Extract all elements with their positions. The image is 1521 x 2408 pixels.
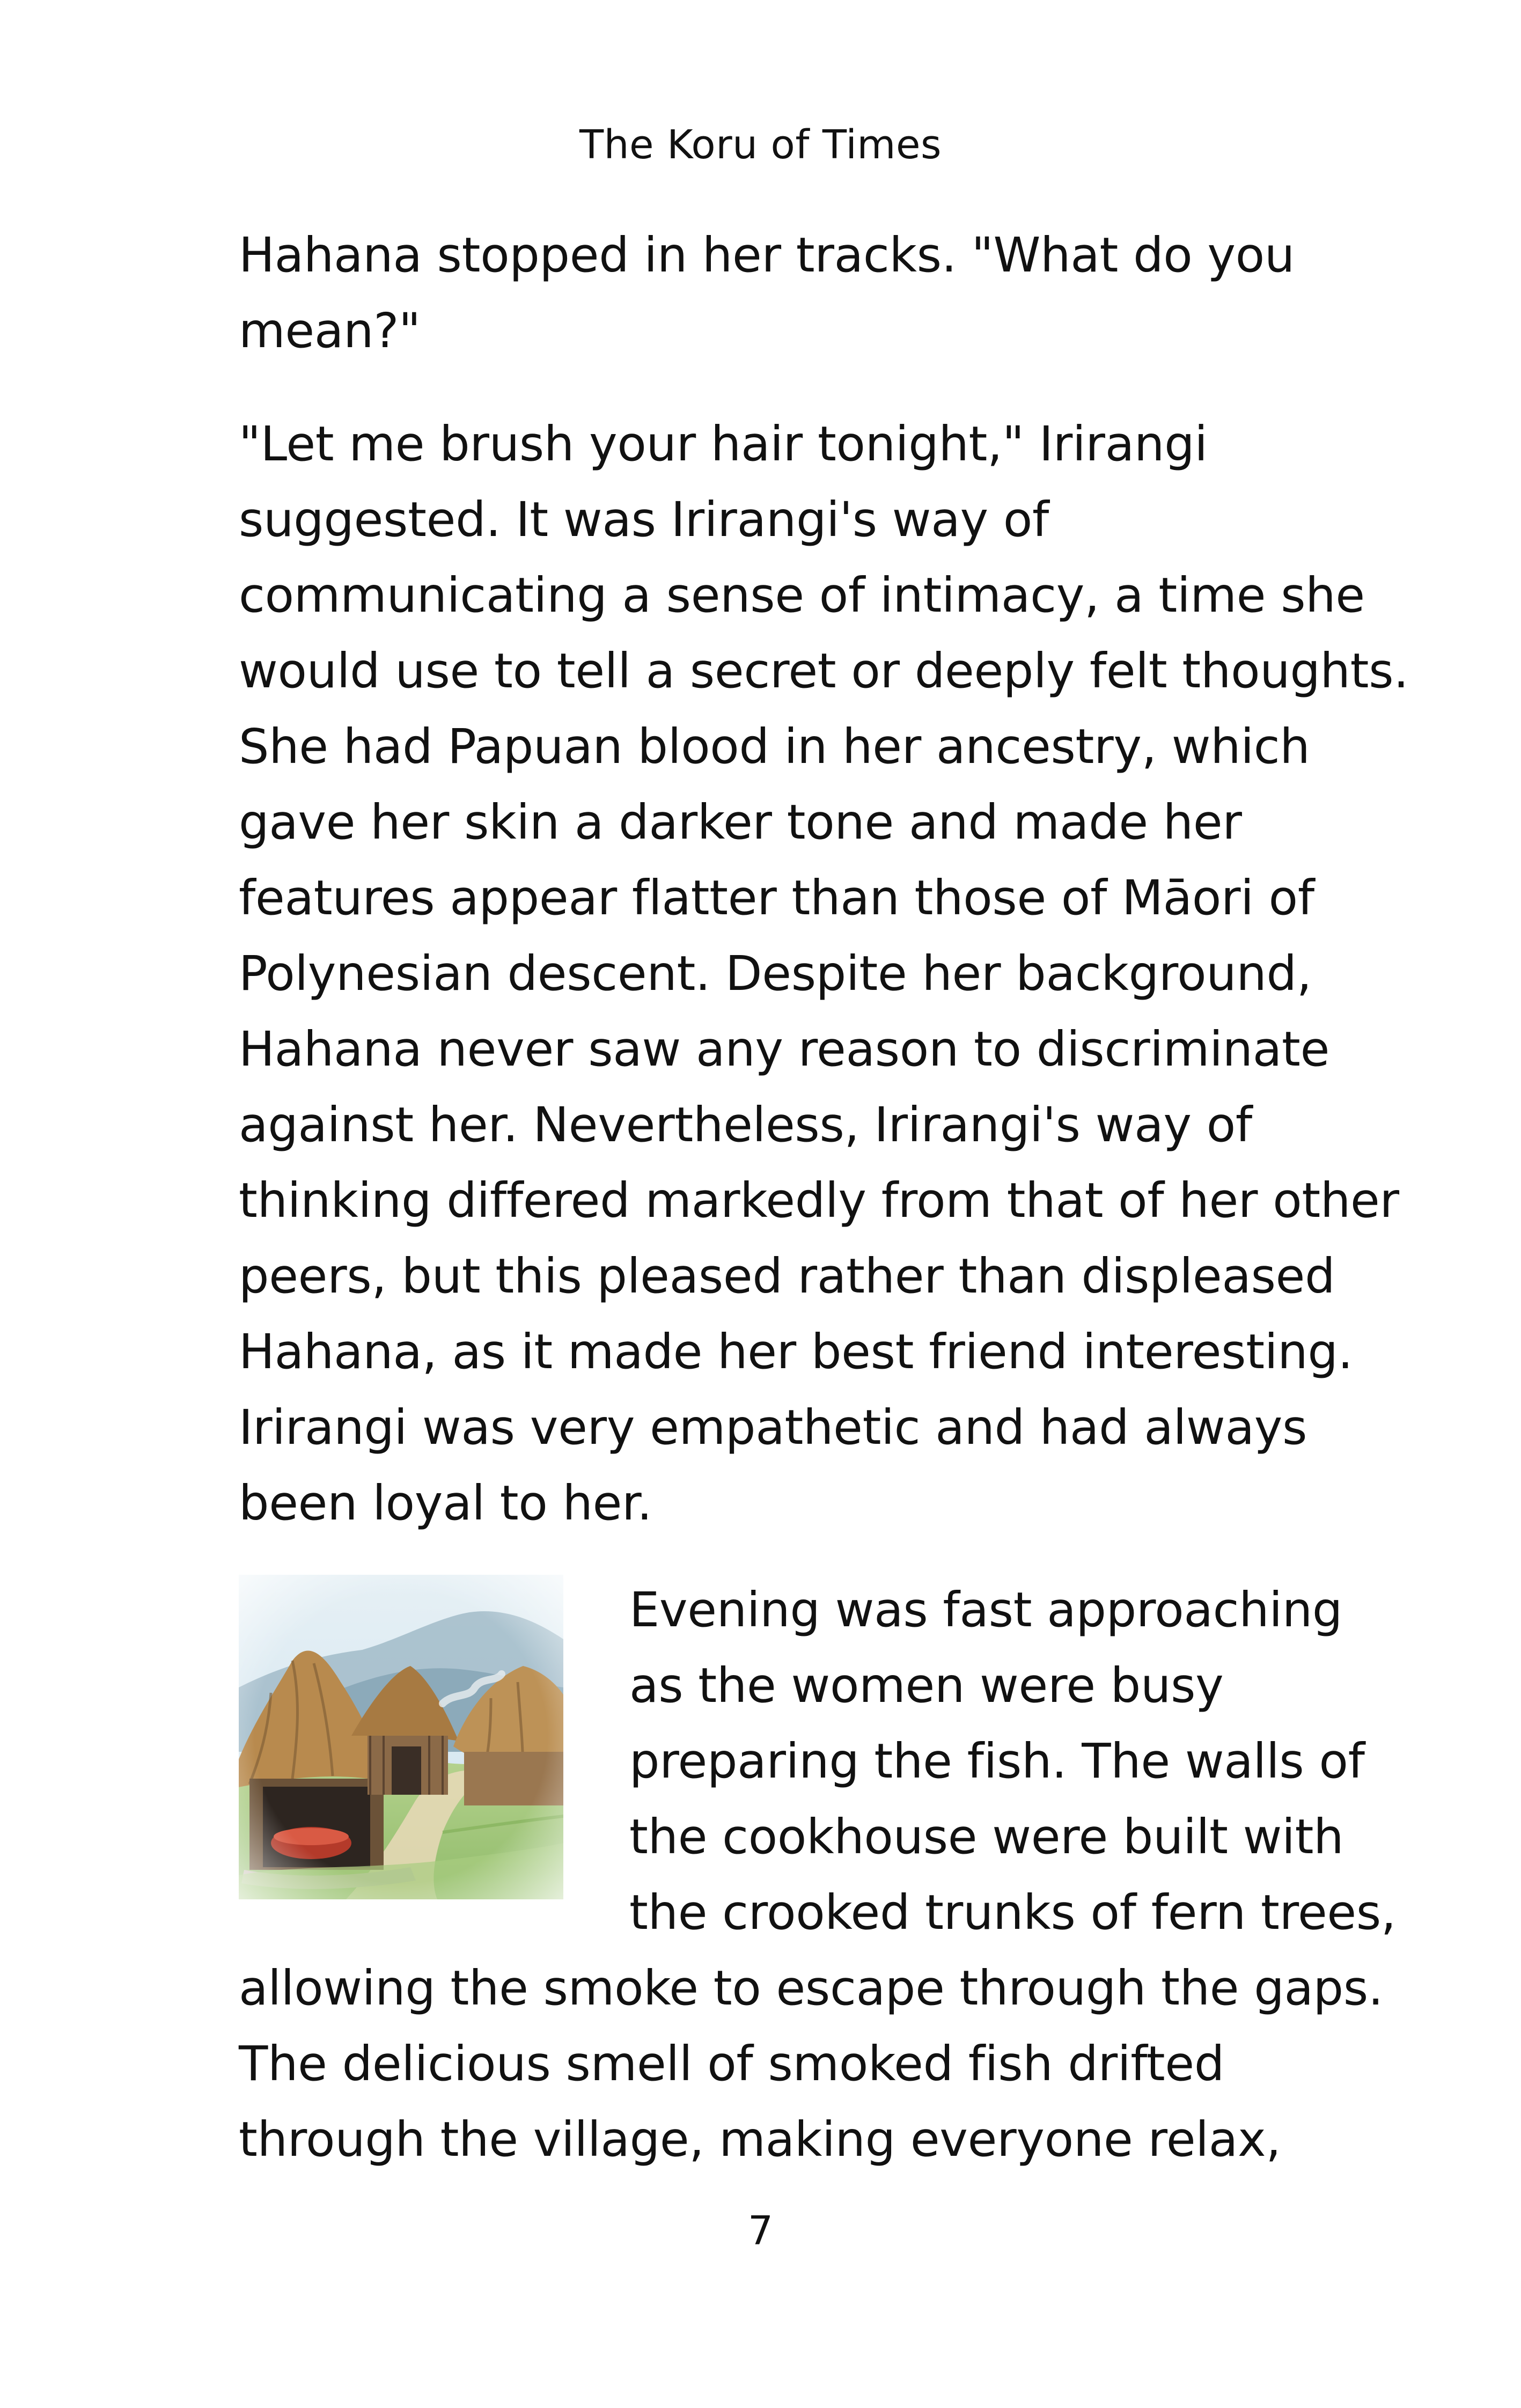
paragraph-3-continued bbox=[239, 1950, 1383, 2177]
text-line: peers, but this pleased rather than displeased bbox=[239, 1248, 1335, 1304]
page-number: 7 bbox=[747, 2208, 774, 2254]
text-line: the cookhouse were built with bbox=[629, 1809, 1344, 1864]
text-line: would use to tell a secret or deeply felt thoughts. bbox=[239, 643, 1409, 699]
text-line: mean?" bbox=[239, 303, 421, 358]
paragraph-3-wrapped bbox=[239, 1572, 1396, 1950]
running-header-title: The Koru of Times bbox=[579, 122, 942, 168]
text-line: Irirangi was very empathetic and had always bbox=[239, 1399, 1307, 1455]
text-line: "Let me brush your hair tonight," Irirangi bbox=[239, 416, 1208, 472]
paragraph-1 bbox=[239, 217, 1360, 369]
text-line: Hahana stopped in her tracks. "What do you bbox=[239, 227, 1295, 283]
text-line: Hahana, as it made her best friend interesting. bbox=[239, 1324, 1353, 1379]
text-line: through the village, making everyone relax, bbox=[239, 2111, 1281, 2167]
text-line: Polynesian descent. Despite her background, bbox=[239, 945, 1312, 1001]
text-line: as the women were busy bbox=[629, 1657, 1224, 1713]
text-line: the crooked trunks of fern trees, bbox=[629, 1884, 1396, 1940]
text-line: allowing the smoke to escape through the gaps. bbox=[239, 1960, 1383, 2016]
text-line: preparing the fish. The walls of bbox=[629, 1733, 1365, 1789]
text-line: gave her skin a darker tone and made her bbox=[239, 794, 1242, 850]
text-line: thinking differed markedly from that of her other bbox=[239, 1172, 1399, 1228]
paragraph-2 bbox=[239, 406, 1409, 1541]
text-line: She had Papuan blood in her ancestry, which bbox=[239, 718, 1310, 774]
text-line: against her. Nevertheless, Irirangi's way of bbox=[239, 1097, 1252, 1152]
text-line: suggested. It was Irirangi's way of bbox=[239, 491, 1049, 547]
text-line: Hahana never saw any reason to discriminate bbox=[239, 1021, 1330, 1077]
text-line: Evening was fast approaching bbox=[629, 1582, 1343, 1638]
text-line: communicating a sense of intimacy, a time she bbox=[239, 567, 1365, 623]
text-line: been loyal to her. bbox=[239, 1475, 652, 1531]
text-line: The delicious smell of smoked fish drifted bbox=[239, 2036, 1225, 2091]
text-line: features appear flatter than those of Māori of bbox=[239, 870, 1314, 926]
